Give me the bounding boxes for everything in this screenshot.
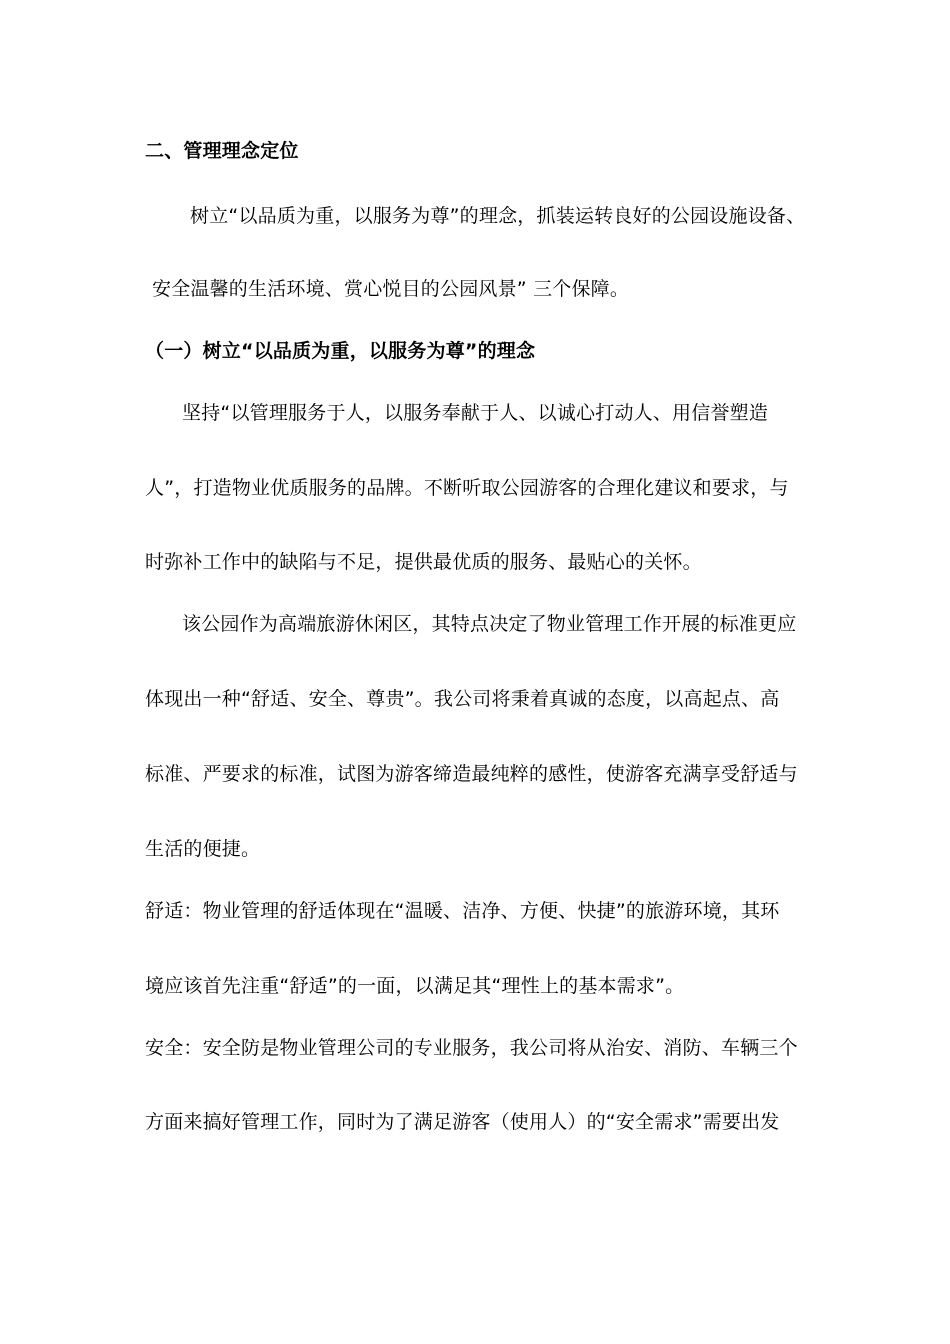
subheading: （一）树立“以品质为重，以服务为尊”的理念 (145, 340, 536, 362)
para2-line-3: 标准、严要求的标准，试图为游客缔造最纯粹的感性，使游客充满享受舒适与 (145, 763, 798, 785)
para2-line-4: 生活的便捷。 (145, 838, 261, 860)
para4-line-1: 安全：安全防是物业管理公司的专业服务，我公司将从治安、消防、车辆三个 (145, 1037, 798, 1059)
para3-line-2: 境应该首先注重“舒适”的一面，以满足其“理性上的基本需求”。 (145, 975, 685, 997)
intro-line-2: 安全温馨的生活环境、赏心悦目的公园风景” 三个保障。 (152, 278, 630, 300)
para2-line-2: 体现出一种“舒适、安全、尊贵”。我公司将秉着真诚的态度，以高起点、高 (145, 688, 780, 710)
para3-line-1: 舒适：物业管理的舒适体现在“温暖、洁净、方便、快捷”的旅游环境，其环 (145, 900, 780, 922)
intro-line-1: 树立“以品质为重，以服务为尊”的理念，抓装运转良好的公园设施设备、 (190, 205, 806, 227)
para2-line-1: 该公园作为高端旅游休闲区，其特点决定了物业管理工作开展的标准更应 (182, 613, 797, 635)
para1-line-2: 人”，打造物业优质服务的品牌。不断听取公园游客的合理化建议和要求，与 (145, 477, 789, 499)
section-heading: 二、管理理念定位 (145, 140, 299, 162)
para1-line-1: 坚持“以管理服务于人，以服务奉献于人、以诚心打动人、用信誉塑造 (182, 402, 769, 424)
para1-line-3: 时弥补工作中的缺陷与不足，提供最优质的服务、最贴心的关怀。 (145, 551, 702, 573)
para4-line-2: 方面来搞好管理工作，同时为了满足游客（使用人）的“安全需求”需要出发 (145, 1111, 780, 1133)
